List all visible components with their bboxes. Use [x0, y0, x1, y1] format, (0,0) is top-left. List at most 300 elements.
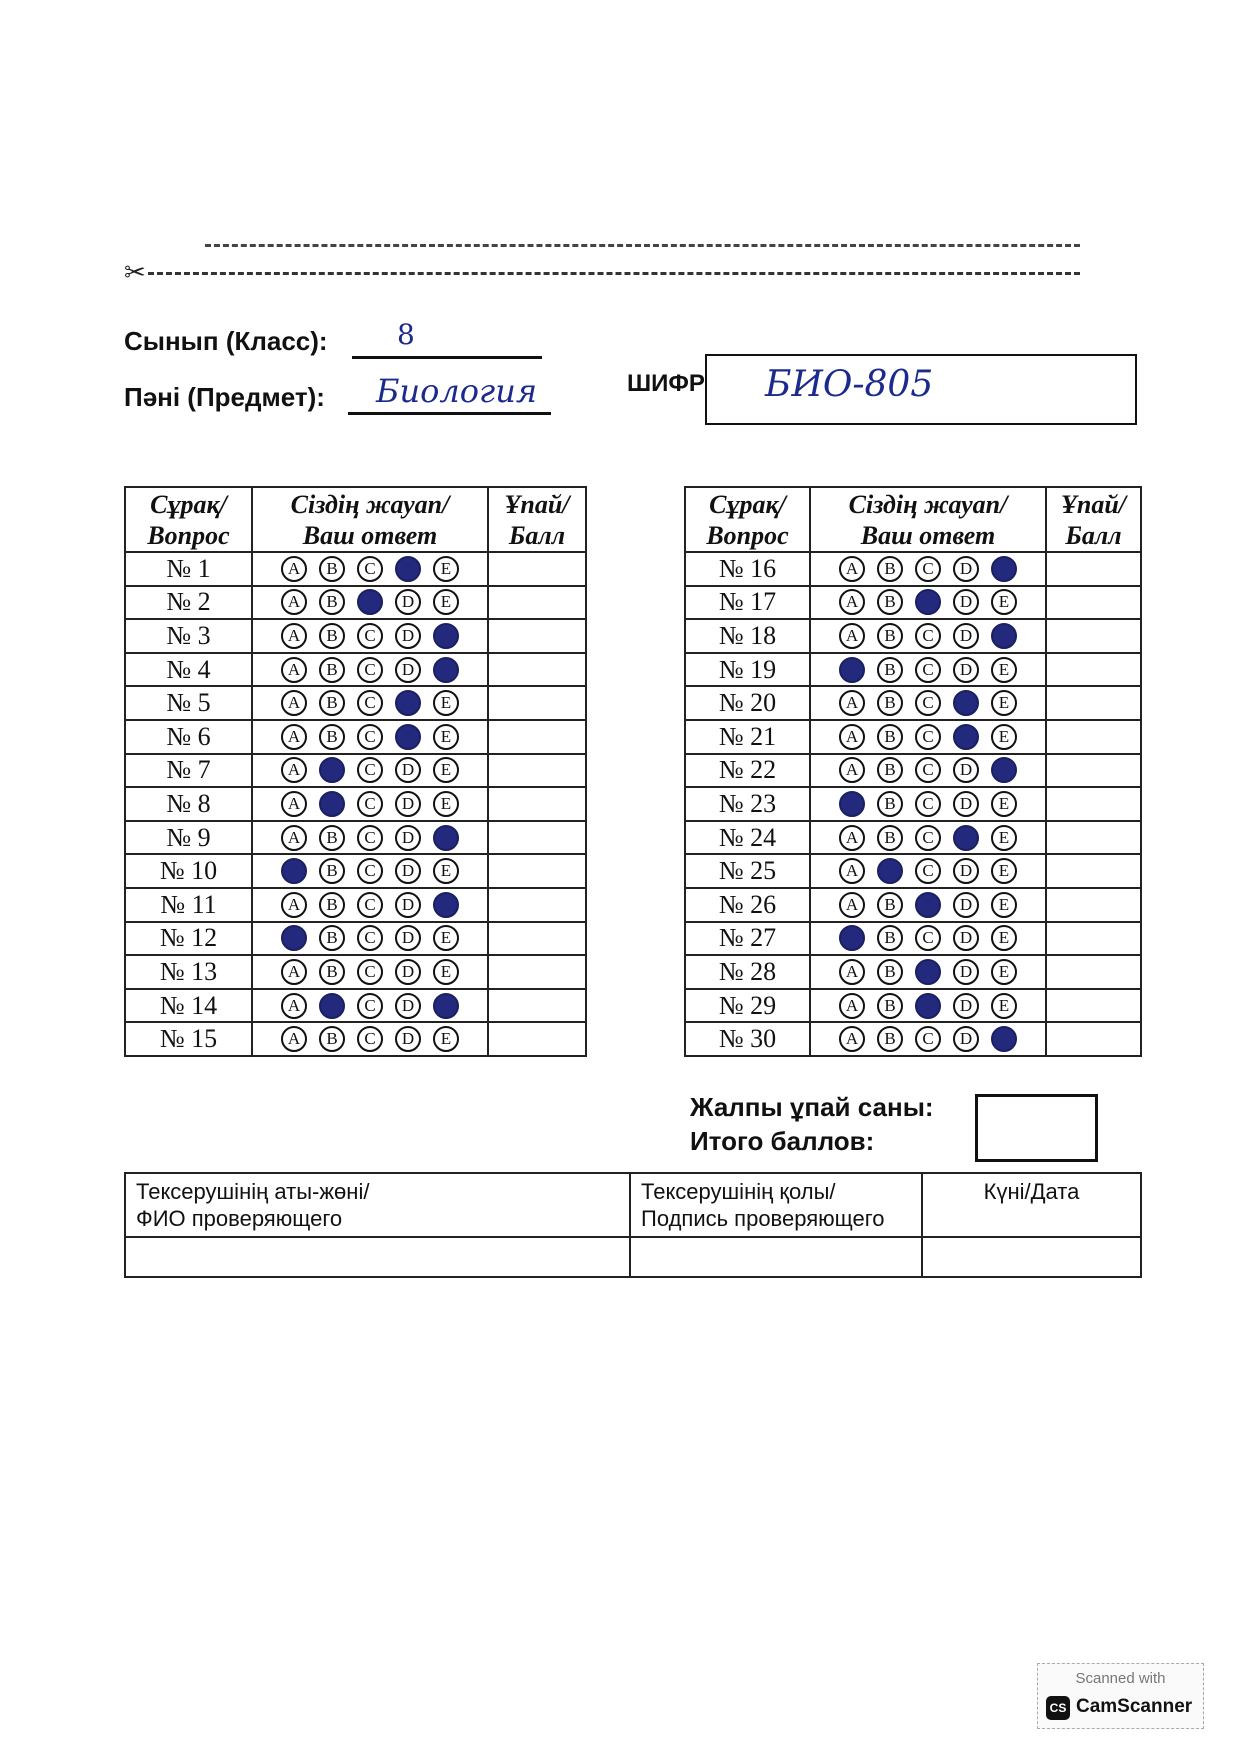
question-row	[685, 854, 1141, 888]
question-number: № 16	[685, 552, 810, 586]
option-bubble-a[interactable]: A	[839, 724, 865, 750]
answer-options	[810, 720, 1046, 754]
inspector-date-field[interactable]	[922, 1237, 1141, 1277]
inspector-signature-field[interactable]	[630, 1237, 922, 1277]
option-bubble-e[interactable]: E	[991, 825, 1017, 851]
question-row	[125, 1022, 586, 1056]
score-cell[interactable]	[488, 888, 586, 922]
score-cell[interactable]	[1046, 619, 1141, 653]
option-bubble-b[interactable]: B	[877, 589, 903, 615]
option-bubble-c[interactable]	[915, 892, 941, 918]
score-cell[interactable]	[1046, 720, 1141, 754]
option-bubble-d[interactable]: D	[953, 589, 979, 615]
inspector-name-field[interactable]	[125, 1237, 630, 1277]
option-bubble-d[interactable]: D	[395, 757, 421, 783]
question-row	[125, 888, 586, 922]
question-number: № 12	[125, 922, 252, 956]
option-bubble-d[interactable]: D	[395, 791, 421, 817]
option-bubble-a[interactable]: A	[281, 757, 307, 783]
question-number: № 14	[125, 989, 252, 1023]
score-cell[interactable]	[488, 922, 586, 956]
option-bubble-c[interactable]	[915, 589, 941, 615]
option-bubble-b[interactable]: B	[877, 757, 903, 783]
question-number: № 13	[125, 955, 252, 989]
option-bubble-a[interactable]: A	[839, 623, 865, 649]
option-bubble-a[interactable]: A	[281, 825, 307, 851]
option-bubble-d[interactable]	[953, 825, 979, 851]
option-bubble-e[interactable]	[991, 757, 1017, 783]
question-row	[685, 619, 1141, 653]
option-bubble-e[interactable]	[433, 892, 459, 918]
option-bubble-a[interactable]	[281, 858, 307, 884]
score-cell[interactable]	[488, 720, 586, 754]
answer-options	[810, 619, 1046, 653]
option-bubble-c[interactable]: C	[357, 925, 383, 951]
header-answer: Сіздің жауап/ Ваш ответ	[252, 487, 488, 552]
subject-field[interactable]	[348, 372, 551, 415]
question-row	[125, 821, 586, 855]
option-bubble-a[interactable]: A	[281, 724, 307, 750]
option-bubble-d[interactable]	[953, 690, 979, 716]
option-bubble-b[interactable]: B	[319, 724, 345, 750]
total-label-ru: Итого баллов:	[690, 1126, 875, 1156]
question-number: № 22	[685, 754, 810, 788]
answer-options	[252, 754, 488, 788]
question-row	[125, 653, 586, 687]
question-number: № 11	[125, 888, 252, 922]
option-bubble-a[interactable]	[839, 925, 865, 951]
option-bubble-e[interactable]: E	[991, 724, 1017, 750]
score-cell[interactable]	[1046, 989, 1141, 1023]
option-bubble-e[interactable]: E	[433, 858, 459, 884]
option-bubble-a[interactable]: A	[839, 589, 865, 615]
option-bubble-c[interactable]: C	[915, 690, 941, 716]
option-bubble-c[interactable]	[357, 589, 383, 615]
question-row	[125, 955, 586, 989]
option-bubble-b[interactable]: B	[877, 556, 903, 582]
option-bubble-c[interactable]: C	[915, 791, 941, 817]
option-bubble-a[interactable]: A	[281, 993, 307, 1019]
question-number: № 30	[685, 1022, 810, 1056]
option-bubble-a[interactable]: A	[281, 690, 307, 716]
option-bubble-e[interactable]: E	[991, 925, 1017, 951]
answer-options	[810, 586, 1046, 620]
score-cell[interactable]	[488, 955, 586, 989]
option-bubble-e[interactable]: E	[991, 791, 1017, 817]
option-bubble-c[interactable]: C	[915, 657, 941, 683]
class-value: 8	[397, 318, 415, 351]
option-bubble-b[interactable]: B	[877, 657, 903, 683]
question-number: № 23	[685, 787, 810, 821]
score-cell[interactable]	[488, 586, 586, 620]
cipher-label: ШИФР	[627, 370, 705, 397]
question-number: № 10	[125, 854, 252, 888]
header-question: Сұрақ/ Вопрос	[125, 487, 252, 552]
total-label	[690, 1090, 934, 1158]
option-bubble-a[interactable]: A	[281, 791, 307, 817]
option-bubble-d[interactable]: D	[395, 959, 421, 985]
question-number: № 8	[125, 787, 252, 821]
option-bubble-a[interactable]: A	[281, 556, 307, 582]
score-cell[interactable]	[1046, 821, 1141, 855]
option-bubble-e[interactable]: E	[991, 858, 1017, 884]
question-number: № 28	[685, 955, 810, 989]
score-cell[interactable]	[1046, 754, 1141, 788]
option-bubble-b[interactable]: B	[319, 925, 345, 951]
option-bubble-a[interactable]	[281, 925, 307, 951]
total-label-kz: Жалпы ұпай саны:	[690, 1092, 934, 1122]
option-bubble-e[interactable]: E	[433, 556, 459, 582]
option-bubble-e[interactable]: E	[433, 757, 459, 783]
subject-label: Пәні (Предмет):	[124, 382, 325, 412]
score-cell[interactable]	[1046, 686, 1141, 720]
answer-options	[810, 922, 1046, 956]
question-number: № 15	[125, 1022, 252, 1056]
option-bubble-a[interactable]: A	[281, 892, 307, 918]
question-number: № 25	[685, 854, 810, 888]
option-bubble-d[interactable]: D	[953, 657, 979, 683]
option-bubble-c[interactable]: C	[915, 623, 941, 649]
option-bubble-d[interactable]: D	[395, 858, 421, 884]
score-cell[interactable]	[1046, 586, 1141, 620]
option-bubble-c[interactable]: C	[357, 993, 383, 1019]
question-number: № 26	[685, 888, 810, 922]
answer-options	[252, 1022, 488, 1056]
option-bubble-d[interactable]: D	[953, 1026, 979, 1052]
option-bubble-d[interactable]: D	[953, 623, 979, 649]
inspector-date-header: Күні/Дата	[922, 1173, 1141, 1237]
cut-line-bottom	[148, 272, 1080, 275]
answer-options	[810, 754, 1046, 788]
question-row	[685, 787, 1141, 821]
option-bubble-e[interactable]	[433, 993, 459, 1019]
option-bubble-e[interactable]	[991, 623, 1017, 649]
question-row	[125, 989, 586, 1023]
option-bubble-e[interactable]	[433, 825, 459, 851]
answer-options	[252, 686, 488, 720]
answer-options	[810, 888, 1046, 922]
score-cell[interactable]	[488, 619, 586, 653]
option-bubble-c[interactable]: C	[357, 959, 383, 985]
option-bubble-a[interactable]: A	[281, 959, 307, 985]
option-bubble-a[interactable]: A	[839, 993, 865, 1019]
option-bubble-c[interactable]: C	[915, 858, 941, 884]
option-bubble-e[interactable]: E	[991, 959, 1017, 985]
score-cell[interactable]	[1046, 552, 1141, 586]
option-bubble-e[interactable]	[433, 657, 459, 683]
score-cell[interactable]	[1046, 653, 1141, 687]
answer-options	[810, 1022, 1046, 1056]
question-number: № 9	[125, 821, 252, 855]
option-bubble-d[interactable]: D	[953, 791, 979, 817]
subject-value: Биология	[376, 372, 537, 410]
option-bubble-e[interactable]: E	[991, 657, 1017, 683]
question-row	[685, 686, 1141, 720]
option-bubble-d[interactable]: D	[395, 892, 421, 918]
option-bubble-b[interactable]: B	[877, 623, 903, 649]
question-row	[685, 552, 1141, 586]
option-bubble-b[interactable]	[319, 993, 345, 1019]
option-bubble-c[interactable]: C	[915, 825, 941, 851]
option-bubble-a[interactable]: A	[839, 690, 865, 716]
answer-options	[252, 989, 488, 1023]
option-bubble-b[interactable]: B	[319, 825, 345, 851]
option-bubble-d[interactable]: D	[953, 892, 979, 918]
option-bubble-d[interactable]: D	[395, 589, 421, 615]
option-bubble-a[interactable]: A	[281, 657, 307, 683]
option-bubble-c[interactable]: C	[357, 724, 383, 750]
option-bubble-a[interactable]: A	[839, 556, 865, 582]
option-bubble-d[interactable]: D	[395, 825, 421, 851]
option-bubble-e[interactable]: E	[433, 690, 459, 716]
question-row	[685, 888, 1141, 922]
option-bubble-d[interactable]: D	[953, 556, 979, 582]
score-cell[interactable]	[488, 821, 586, 855]
camscanner-logo-icon: CS	[1046, 1696, 1070, 1720]
option-bubble-c[interactable]: C	[357, 690, 383, 716]
header-score: Ұпай/ Балл	[1046, 487, 1141, 552]
answer-options	[252, 854, 488, 888]
question-number: № 1	[125, 552, 252, 586]
score-cell[interactable]	[488, 854, 586, 888]
inspector-table	[124, 1172, 1142, 1278]
option-bubble-e[interactable]: E	[991, 993, 1017, 1019]
question-number: № 18	[685, 619, 810, 653]
score-cell[interactable]	[1046, 922, 1141, 956]
option-bubble-c[interactable]	[915, 959, 941, 985]
cut-line-top	[205, 244, 1080, 247]
option-bubble-d[interactable]: D	[395, 657, 421, 683]
option-bubble-e[interactable]	[991, 1026, 1017, 1052]
answer-options	[252, 888, 488, 922]
option-bubble-a[interactable]: A	[281, 589, 307, 615]
option-bubble-d[interactable]: D	[395, 623, 421, 649]
option-bubble-b[interactable]: B	[877, 690, 903, 716]
option-bubble-c[interactable]: C	[357, 757, 383, 783]
option-bubble-e[interactable]: E	[991, 690, 1017, 716]
answer-options	[252, 955, 488, 989]
answer-options	[810, 821, 1046, 855]
option-bubble-d[interactable]: D	[395, 1026, 421, 1052]
class-label: Сынып (Класс):	[124, 326, 328, 356]
question-row	[125, 787, 586, 821]
option-bubble-d[interactable]: D	[953, 925, 979, 951]
question-row	[125, 720, 586, 754]
question-number: № 17	[685, 586, 810, 620]
inspector-name-header: Тексерушінің аты-жөні/ ФИО проверяющего	[125, 1173, 630, 1237]
question-row	[685, 653, 1141, 687]
option-bubble-b[interactable]: B	[877, 993, 903, 1019]
answer-options	[252, 552, 488, 586]
answer-options	[810, 686, 1046, 720]
class-field[interactable]	[352, 318, 542, 359]
option-bubble-a[interactable]: A	[839, 1026, 865, 1052]
header-answer: Сіздің жауап/ Ваш ответ	[810, 487, 1046, 552]
answer-options	[252, 922, 488, 956]
answer-options	[810, 955, 1046, 989]
option-bubble-e[interactable]: E	[433, 724, 459, 750]
option-bubble-d[interactable]	[395, 690, 421, 716]
option-bubble-c[interactable]: C	[357, 556, 383, 582]
question-number: № 29	[685, 989, 810, 1023]
question-row	[125, 552, 586, 586]
header-question: Сұрақ/ Вопрос	[685, 487, 810, 552]
option-bubble-a[interactable]: A	[839, 959, 865, 985]
question-row	[685, 821, 1141, 855]
question-row	[685, 922, 1141, 956]
answer-options	[252, 586, 488, 620]
scanned-with-text: Scanned with	[1075, 1670, 1166, 1687]
option-bubble-b[interactable]: B	[319, 556, 345, 582]
question-row	[125, 586, 586, 620]
option-bubble-b[interactable]	[877, 858, 903, 884]
option-bubble-c[interactable]: C	[915, 724, 941, 750]
camscanner-watermark	[1037, 1663, 1204, 1729]
question-row	[685, 989, 1141, 1023]
answer-options	[810, 787, 1046, 821]
option-bubble-e[interactable]: E	[433, 959, 459, 985]
inspector-signature-header: Тексерушінің қолы/ Подпись проверяющего	[630, 1173, 922, 1237]
score-cell[interactable]	[1046, 888, 1141, 922]
answer-options	[252, 619, 488, 653]
option-bubble-d[interactable]	[395, 724, 421, 750]
question-row	[125, 619, 586, 653]
question-row	[125, 754, 586, 788]
option-bubble-d[interactable]: D	[953, 757, 979, 783]
option-bubble-a[interactable]: A	[839, 757, 865, 783]
option-bubble-a[interactable]: A	[839, 825, 865, 851]
option-bubble-b[interactable]: B	[319, 892, 345, 918]
option-bubble-b[interactable]	[319, 791, 345, 817]
option-bubble-d[interactable]: D	[395, 993, 421, 1019]
option-bubble-c[interactable]: C	[357, 1026, 383, 1052]
total-score-field[interactable]	[975, 1094, 1098, 1162]
answer-options	[810, 552, 1046, 586]
option-bubble-c[interactable]: C	[915, 757, 941, 783]
option-bubble-b[interactable]: B	[319, 690, 345, 716]
score-cell[interactable]	[488, 1022, 586, 1056]
option-bubble-c[interactable]	[915, 993, 941, 1019]
option-bubble-c[interactable]: C	[915, 1026, 941, 1052]
option-bubble-c[interactable]: C	[357, 623, 383, 649]
option-bubble-b[interactable]: B	[319, 657, 345, 683]
option-bubble-b[interactable]: B	[319, 623, 345, 649]
option-bubble-d[interactable]: D	[953, 959, 979, 985]
option-bubble-b[interactable]: B	[877, 724, 903, 750]
question-number: № 3	[125, 619, 252, 653]
question-number: № 2	[125, 586, 252, 620]
option-bubble-a[interactable]: A	[839, 858, 865, 884]
option-bubble-b[interactable]: B	[319, 589, 345, 615]
option-bubble-b[interactable]: B	[877, 925, 903, 951]
camscanner-brand: CamScanner	[1076, 1696, 1193, 1717]
option-bubble-e[interactable]: E	[433, 589, 459, 615]
question-number: № 21	[685, 720, 810, 754]
option-bubble-e[interactable]	[433, 623, 459, 649]
cipher-field[interactable]	[705, 354, 1137, 425]
option-bubble-c[interactable]: C	[357, 825, 383, 851]
score-cell[interactable]	[1046, 787, 1141, 821]
option-bubble-a[interactable]: A	[281, 623, 307, 649]
answer-options	[810, 989, 1046, 1023]
option-bubble-c[interactable]: C	[357, 892, 383, 918]
option-bubble-e[interactable]	[991, 556, 1017, 582]
question-number: № 4	[125, 653, 252, 687]
answer-table-left	[124, 486, 587, 1057]
answer-options	[252, 821, 488, 855]
score-cell[interactable]	[1046, 854, 1141, 888]
option-bubble-b[interactable]: B	[877, 791, 903, 817]
header-score: Ұпай/ Балл	[488, 487, 586, 552]
question-number: № 27	[685, 922, 810, 956]
score-cell[interactable]	[488, 989, 586, 1023]
option-bubble-a[interactable]	[839, 791, 865, 817]
option-bubble-c[interactable]: C	[357, 858, 383, 884]
score-cell[interactable]	[488, 653, 586, 687]
option-bubble-c[interactable]: C	[357, 657, 383, 683]
question-number: № 24	[685, 821, 810, 855]
option-bubble-c[interactable]: C	[357, 791, 383, 817]
option-bubble-a[interactable]	[839, 657, 865, 683]
question-number: № 20	[685, 686, 810, 720]
option-bubble-a[interactable]: A	[839, 892, 865, 918]
question-row	[125, 686, 586, 720]
question-number: № 5	[125, 686, 252, 720]
answer-options	[810, 854, 1046, 888]
option-bubble-b[interactable]: B	[319, 858, 345, 884]
option-bubble-e[interactable]: E	[991, 892, 1017, 918]
cipher-value: БИО-805	[765, 364, 934, 405]
answer-table-right	[684, 486, 1142, 1057]
answer-options	[252, 720, 488, 754]
answer-options	[252, 787, 488, 821]
option-bubble-b[interactable]	[319, 757, 345, 783]
option-bubble-b[interactable]: B	[319, 959, 345, 985]
option-bubble-d[interactable]: D	[953, 993, 979, 1019]
option-bubble-b[interactable]: B	[877, 892, 903, 918]
option-bubble-a[interactable]: A	[281, 1026, 307, 1052]
option-bubble-d[interactable]: D	[953, 858, 979, 884]
option-bubble-e[interactable]: E	[433, 1026, 459, 1052]
question-row	[685, 1022, 1141, 1056]
option-bubble-b[interactable]: B	[877, 825, 903, 851]
option-bubble-b[interactable]: B	[319, 1026, 345, 1052]
score-cell[interactable]	[488, 787, 586, 821]
option-bubble-e[interactable]: E	[433, 791, 459, 817]
option-bubble-b[interactable]: B	[877, 959, 903, 985]
score-cell[interactable]	[1046, 1022, 1141, 1056]
question-number: № 7	[125, 754, 252, 788]
option-bubble-d[interactable]	[395, 556, 421, 582]
question-row	[685, 586, 1141, 620]
answer-options	[252, 653, 488, 687]
score-cell[interactable]	[1046, 955, 1141, 989]
option-bubble-e[interactable]: E	[991, 589, 1017, 615]
scissors-icon: ✂	[124, 258, 146, 288]
option-bubble-d[interactable]	[953, 724, 979, 750]
question-row	[685, 754, 1141, 788]
option-bubble-c[interactable]: C	[915, 925, 941, 951]
score-cell[interactable]	[488, 552, 586, 586]
option-bubble-e[interactable]: E	[433, 925, 459, 951]
option-bubble-b[interactable]: B	[877, 1026, 903, 1052]
option-bubble-d[interactable]: D	[395, 925, 421, 951]
question-number: № 19	[685, 653, 810, 687]
question-row	[125, 922, 586, 956]
score-cell[interactable]	[488, 686, 586, 720]
option-bubble-c[interactable]: C	[915, 556, 941, 582]
score-cell[interactable]	[488, 754, 586, 788]
